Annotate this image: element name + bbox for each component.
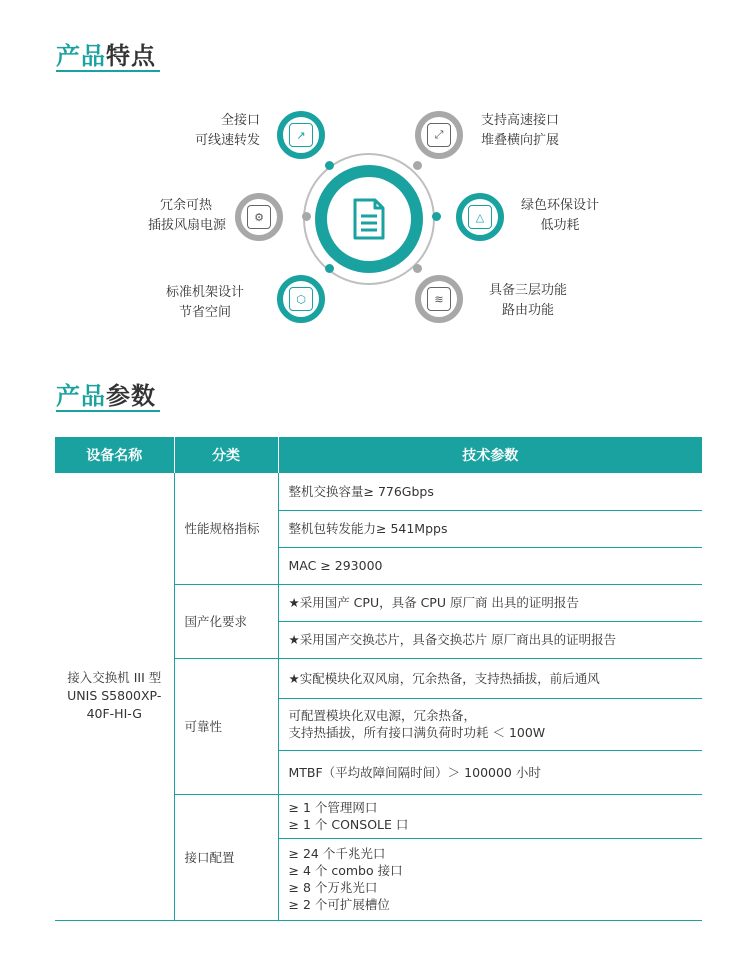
param-cell: MAC ≥ 293000: [278, 547, 702, 584]
param-cell: 整机包转发能力≥ 541Mpps: [278, 510, 702, 547]
section-title-features: [56, 36, 156, 71]
param-cell: 整机交换容量≥ 776Gbps: [278, 473, 702, 510]
connector-dot: [413, 161, 422, 170]
param-cell: ★采用国产 CPU，具备 CPU 原厂商 出具的证明报告: [278, 584, 702, 621]
param-cell: ★实配模块化双风扇，冗余热备，支持热插拔，前后通风: [278, 658, 702, 698]
connector-dot: [432, 212, 441, 221]
connector-dot: [325, 264, 334, 273]
table-header-row: [55, 437, 702, 473]
param-cell: ≥ 1 个管理网口 ≥ 1 个 CONSOLE 口: [278, 794, 702, 838]
param-cell: MTBF（平均故障间隔时间）＞ 100000 小时: [278, 750, 702, 794]
feature-label-3: 冗余可热 插拔风扇电源: [147, 198, 226, 233]
feature-label-5: 标准机架设计 节省空间: [165, 285, 244, 320]
connector-dot: [302, 212, 311, 221]
param-cell: ≥ 24 个千兆光口 ≥ 4 个 combo 接口 ≥ 8 个万兆光口 ≥ 2 个可扩展槽位: [278, 838, 702, 920]
feature-label-4: 绿色环保设计 低功耗: [520, 198, 599, 233]
header-category: 分类: [174, 437, 278, 473]
param-cell: ★采用国产交换芯片，具备交换芯片 原厂商出具的证明报告: [278, 621, 702, 658]
router-icon: ≋: [427, 287, 451, 311]
hub-inner: [327, 177, 411, 261]
power-supply-icon: ⚙: [247, 205, 271, 229]
feature-node-1: [277, 111, 325, 159]
connector-dot: [413, 264, 422, 273]
param-cell: 可配置模块化双电源，冗余热备， 支持热插拔，所有接口满负荷时功耗 ＜ 100W: [278, 698, 702, 750]
category-cell: 接口配置: [174, 794, 278, 920]
feature-node-5: [277, 275, 325, 323]
feature-node-3: [235, 193, 283, 241]
section-title-params: [56, 376, 156, 411]
feature-node-2: [415, 111, 463, 159]
feature-node-6: [415, 275, 463, 323]
category-cell: 性能规格指标: [174, 473, 278, 584]
device-name-cell: 接入交换机 III 型 UNIS S5800XP- 40F-HI-G: [55, 473, 174, 920]
title-underline: [56, 70, 160, 72]
expand-icon: ⤢: [427, 123, 451, 147]
title-rest: 特点: [106, 42, 156, 70]
category-cell: 可靠性: [174, 658, 278, 794]
header-device: 设备名称: [55, 437, 174, 473]
document-icon: [349, 197, 389, 241]
header-params: 技术参数: [278, 437, 702, 473]
table-row: [55, 473, 702, 510]
title-underline: [56, 410, 160, 412]
cube-icon: ⬡: [289, 287, 313, 311]
feature-label-1: 全接口 可线速转发: [194, 113, 260, 148]
feature-node-4: [456, 193, 504, 241]
title-accent: 产品: [56, 382, 106, 410]
title-rest: 参数: [106, 382, 156, 410]
recycle-icon: △: [468, 205, 492, 229]
share-arrow-icon: ↗: [289, 123, 313, 147]
title-accent: 产品: [56, 42, 106, 70]
connector-dot: [325, 161, 334, 170]
feature-label-6: 具备三层功能 路由功能: [488, 283, 567, 318]
feature-label-2: 支持高速接口 堆叠横向扩展: [481, 113, 560, 148]
spec-table: [55, 437, 702, 921]
category-cell: 国产化要求: [174, 584, 278, 658]
